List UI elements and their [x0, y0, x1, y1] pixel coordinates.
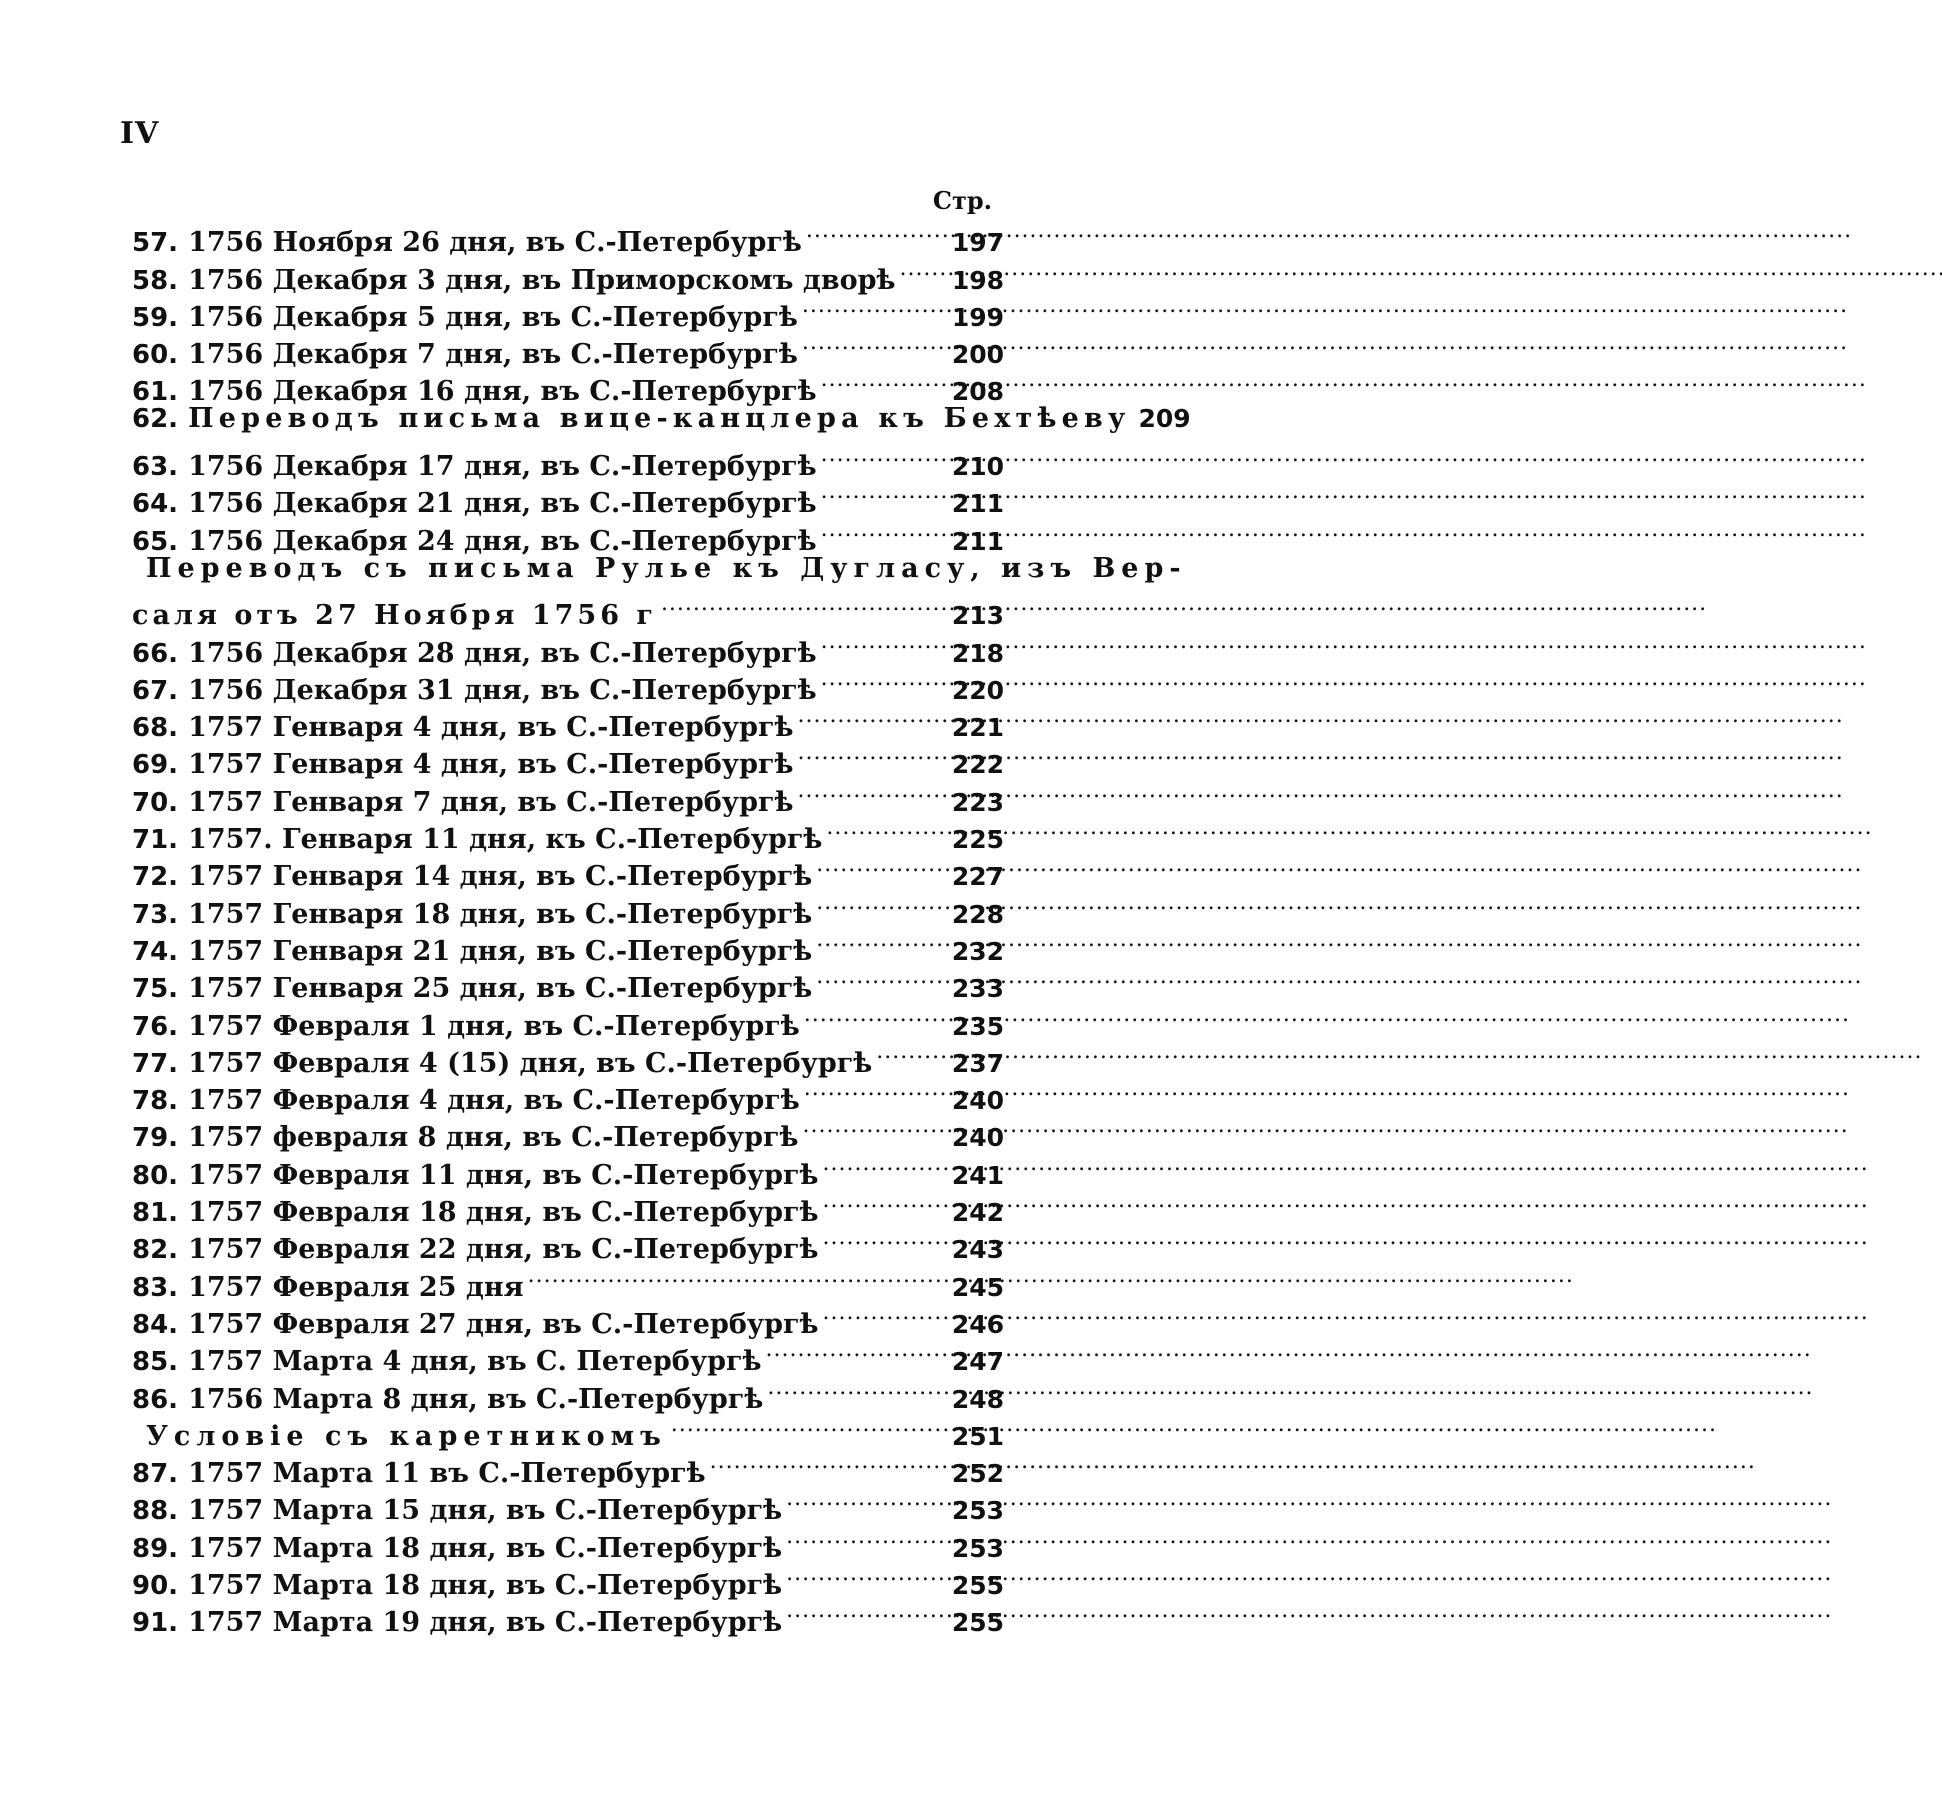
toc-entry-title: 1757 Марта 18 дня, въ С.-Петербургѣ: [188, 1569, 783, 1601]
toc-entry-number: 77.: [132, 1048, 179, 1079]
toc-entry-title: 1757 Генваря 14 дня, въ С.-Петербургѣ: [188, 861, 813, 893]
toc-entry-page: 246: [951, 1309, 1004, 1339]
toc-entry-page: 220: [951, 675, 1004, 705]
toc-entry-title: 1757 Февраля 22 дня, въ С.-Петербургѣ: [188, 1234, 819, 1266]
toc-entry-title: саля отъ 27 Ноября 1756 г: [132, 600, 657, 632]
dot-leader: [661, 587, 944, 624]
toc-entry-number: 91.: [132, 1608, 179, 1639]
toc-entry-page: 245: [951, 1272, 1004, 1302]
toc-entry-page: 253: [951, 1496, 1004, 1526]
toc-entry-page: 241: [951, 1160, 1004, 1190]
dot-leader: [823, 1296, 944, 1333]
toc-entry-number: 63.: [132, 452, 179, 483]
toc-entry-number: 83.: [132, 1272, 179, 1303]
toc-entry-page: 211: [951, 526, 1004, 556]
toc-entry-number: 88.: [132, 1496, 179, 1527]
table-of-contents: [132, 214, 1191, 1639]
dot-leader: [823, 1221, 944, 1258]
toc-entry-title: 1757 Февраля 4 (15) дня, въ С.-Петербургѣ: [188, 1047, 873, 1079]
toc-entry-number: 64.: [132, 489, 179, 520]
dot-leader: [816, 960, 944, 997]
toc-entry-page: 240: [951, 1086, 1004, 1116]
toc-entry-page: 237: [951, 1048, 1004, 1078]
dot-leader: [826, 811, 943, 848]
toc-entry-title: 1757 Генваря 4 дня, въ С.-Петербургѣ: [188, 712, 794, 744]
toc-entry-number: 73.: [132, 899, 179, 930]
dot-leader: [816, 923, 944, 960]
toc-entry-title: 1756 Декабря 24 дня, въ С.-Петербургѣ: [188, 525, 817, 557]
toc-entry-title: 1756 Декабря 28 дня, въ С.-Петербургѣ: [188, 637, 817, 669]
dot-leader: [876, 1035, 944, 1072]
toc-entry-title: 1757 Генваря 4 дня, въ С.-Петербургѣ: [188, 749, 794, 781]
toc-entry-page: 247: [951, 1347, 1004, 1377]
dot-leader: [806, 214, 944, 251]
toc-entry-number: 86.: [132, 1384, 179, 1415]
toc-entry-title: 1757 Февраля 27 дня, въ С.-Петербургѣ: [188, 1308, 819, 1340]
toc-entry-title: 1756 Декабря 31 дня, въ С.-Петербургѣ: [188, 674, 817, 706]
toc-entry-number: 78.: [132, 1086, 179, 1117]
toc-entry-number: 70.: [132, 787, 179, 818]
toc-entry-page: 210: [951, 452, 1004, 482]
toc-entry-number: 82.: [132, 1235, 179, 1266]
dot-leader: [821, 363, 944, 400]
toc-entry-title: 1757. Генваря 11 дня, къ С.-Петербургѣ: [188, 824, 823, 856]
toc-entry-title: 1756 Декабря 3 дня, въ Приморскомъ дворѣ: [188, 264, 896, 296]
toc-entry-number: 62.: [132, 404, 179, 435]
toc-entry-number: 90.: [132, 1570, 179, 1601]
toc-entry-title: 1756 Марта 8 дня, въ С.-Петербургѣ: [188, 1383, 764, 1415]
dot-leader: [804, 1072, 944, 1109]
dot-leader: [710, 1445, 944, 1482]
toc-entry-page: 227: [951, 862, 1004, 892]
toc-entry-page: 198: [951, 265, 1004, 295]
toc-entry-number: 65.: [132, 526, 179, 557]
dot-leader: [821, 624, 944, 661]
toc-entry-number: 81.: [132, 1198, 179, 1229]
dot-leader: [786, 1482, 944, 1519]
toc-entry-number: 58.: [132, 265, 179, 296]
toc-entry-page: 255: [951, 1570, 1004, 1600]
toc-entry-title: 1757 Февраля 4 дня, въ С.-Петербургѣ: [188, 1085, 800, 1117]
dot-leader: [528, 1258, 944, 1295]
toc-entry-page: 208: [951, 377, 1004, 407]
dot-leader: [802, 1109, 943, 1146]
toc-entry-number: 89.: [132, 1533, 179, 1564]
toc-entry-title: 1757 Генваря 18 дня, въ С.-Петербургѣ: [188, 898, 813, 930]
toc-entry-page: 225: [951, 825, 1004, 855]
toc-entry-title: 1757 Марта 18 дня, въ С.-Петербургѣ: [188, 1532, 783, 1564]
toc-entry-number: 66.: [132, 638, 179, 669]
toc-entry-page: 228: [951, 899, 1004, 929]
toc-entry-page: 253: [951, 1533, 1004, 1563]
toc-entry-page: 199: [951, 302, 1004, 332]
toc-entry-page: 252: [951, 1459, 1004, 1489]
dot-leader: [766, 1333, 944, 1370]
toc-entry-title: 1757 Марта 15 дня, въ С.-Петербургѣ: [188, 1495, 783, 1527]
toc-entry-number: 87.: [132, 1459, 179, 1490]
dot-leader: [786, 1594, 944, 1631]
toc-entry-title: 1756 Декабря 5 дня, въ С.-Петербургѣ: [188, 301, 798, 333]
dot-leader: [802, 326, 944, 363]
dot-leader: [821, 662, 944, 699]
toc-entry-title: Условіе съ каретникомъ: [146, 1420, 667, 1452]
dot-leader: [798, 699, 944, 736]
toc-entry-number: 74.: [132, 936, 179, 967]
toc-entry-page: 209: [1138, 404, 1191, 434]
toc-entry-number: 79.: [132, 1123, 179, 1154]
toc-entry-number: 57.: [132, 228, 179, 259]
dot-leader: [671, 1408, 944, 1445]
dot-leader: [816, 848, 944, 885]
toc-entry-number: 80.: [132, 1160, 179, 1191]
toc-entry-number: 68.: [132, 713, 179, 744]
toc-entry-page: 221: [951, 713, 1004, 743]
toc-entry-page: 197: [951, 228, 1004, 258]
toc-entry-page: 235: [951, 1011, 1004, 1041]
dot-leader: [823, 1184, 944, 1221]
toc-entry-page: 255: [951, 1608, 1004, 1638]
dot-leader: [767, 1370, 943, 1407]
toc-entry-57: [132, 214, 1004, 259]
toc-entry-title: 1756 Ноября 26 дня, въ С.-Петербургѣ: [188, 227, 802, 259]
toc-entry-62: [132, 400, 1191, 437]
dot-leader: [823, 1146, 944, 1183]
toc-entry-page: 233: [951, 974, 1004, 1004]
toc-entry-title: 1757 февраля 8 дня, въ С.-Петербургѣ: [188, 1122, 799, 1154]
toc-entry-number: 60.: [132, 340, 179, 371]
dot-leader: [798, 736, 944, 773]
toc-entry-title: 1757 Марта 11 въ С.-Петербургѣ: [188, 1458, 706, 1490]
toc-entry-title: 1757 Марта 19 дня, въ С.-Петербургѣ: [188, 1607, 783, 1639]
toc-entry-title: 1757 Генваря 21 дня, въ С.-Петербургѣ: [188, 935, 813, 967]
toc-entry-page: 213: [951, 601, 1004, 631]
dot-leader: [821, 475, 944, 512]
toc-entry-title: 1757 Февраля 18 дня, въ С.-Петербургѣ: [188, 1197, 819, 1229]
toc-entry-page: 200: [951, 340, 1004, 370]
toc-entry-title: 1756 Декабря 7 дня, въ С.-Петербургѣ: [188, 339, 798, 371]
toc-entry-title: 1757 Февраля 25 дня: [188, 1271, 524, 1303]
toc-entry-title: 1757 Февраля 1 дня, въ С.-Петербургѣ: [188, 1010, 800, 1042]
toc-entry-number: 69.: [132, 750, 179, 781]
toc-entry-page: 211: [951, 489, 1004, 519]
dot-leader: [786, 1519, 944, 1556]
toc-entry-page: 242: [951, 1198, 1004, 1228]
toc-entry-number: 75.: [132, 974, 179, 1005]
toc-entry-page: 243: [951, 1235, 1004, 1265]
toc-entry-number: 61.: [132, 377, 179, 408]
dot-leader: [802, 289, 944, 326]
dot-leader: [786, 1557, 944, 1594]
toc-entry-page: 251: [951, 1421, 1004, 1451]
toc-entry-page: 240: [951, 1123, 1004, 1153]
toc-entry-title: 1757 Генваря 7 дня, въ С.-Петербургѣ: [188, 786, 794, 818]
toc-entry-page: 248: [951, 1384, 1004, 1414]
toc-entry-number: 84.: [132, 1309, 179, 1340]
dot-leader: [798, 773, 944, 810]
toc-entry-number: 76.: [132, 1011, 179, 1042]
toc-entry-number: 72.: [132, 862, 179, 893]
dot-leader: [816, 885, 944, 922]
dot-leader: [821, 438, 944, 475]
toc-entry-number: 67.: [132, 675, 179, 706]
toc-entry-title: 1757 Февраля 11 дня, въ С.-Петербургѣ: [188, 1159, 819, 1191]
toc-entry-page: 218: [951, 638, 1004, 668]
toc-entry-rulier-line2: [132, 587, 1004, 632]
toc-entry-63: [132, 438, 1004, 483]
toc-entry-title: 1757 Генваря 25 дня, въ С.-Петербургѣ: [188, 973, 813, 1005]
toc-entry-title: 1756 Декабря 17 дня, въ С.-Петербургѣ: [188, 451, 817, 483]
toc-entry-page: 232: [951, 936, 1004, 966]
toc-entry-title: 1757 Марта 4 дня, въ С. Петербургѣ: [188, 1346, 762, 1378]
toc-entry-page: 222: [951, 750, 1004, 780]
toc-entry-number: 85.: [132, 1347, 179, 1378]
toc-entry-title: 1756 Декабря 21 дня, въ С.-Петербургѣ: [188, 488, 817, 520]
dot-leader: [821, 512, 944, 549]
toc-entry-number: 71.: [132, 825, 179, 856]
dot-leader: [899, 251, 943, 288]
page-column-header: Стр.: [932, 186, 992, 215]
dot-leader: [804, 997, 944, 1034]
toc-entry-rulier-line1: Переводъ съ письма Рулье къ Дугласу, изъ Вер-: [146, 552, 1187, 584]
toc-entry-title: Переводъ письма вице-канцлера къ Бехтѣеву: [188, 403, 1131, 435]
page-number: IV: [120, 116, 160, 151]
toc-entry-title: 1756 Декабря 16 дня, въ С.-Петербургѣ: [188, 376, 817, 408]
toc-entry-page: 223: [951, 787, 1004, 817]
toc-entry-number: 59.: [132, 302, 179, 333]
